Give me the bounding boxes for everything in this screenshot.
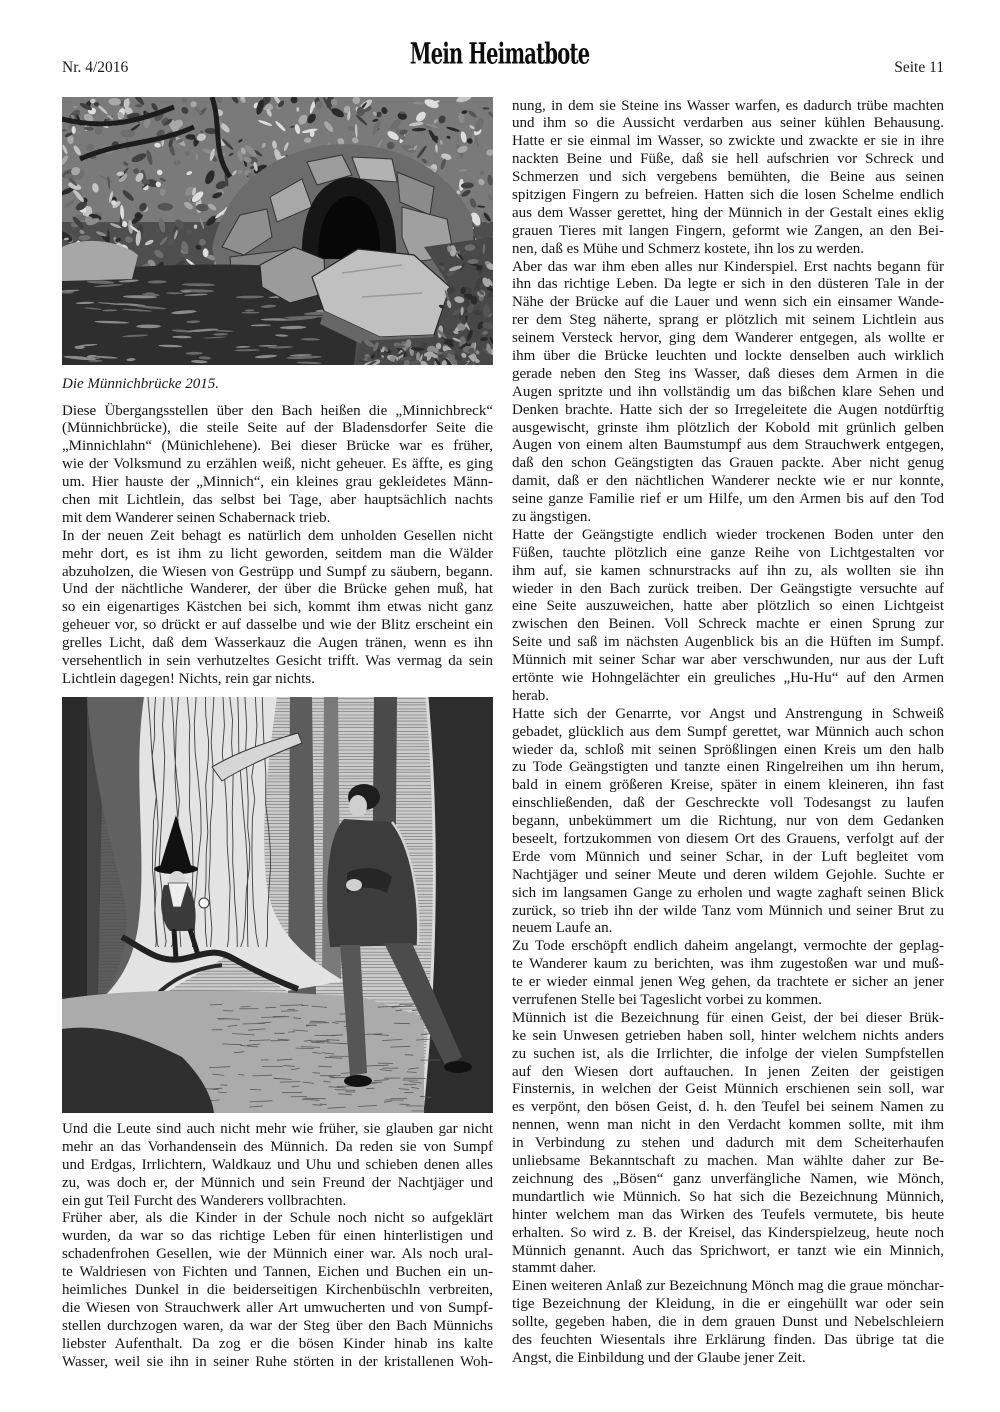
- text-line: zurück, so trieb ihn der wilde Tanz vom Münnich und seiner Brut zu: [512, 902, 944, 919]
- text-line: heimliches Dunkel in die beiderseitigen Kirchenbüschln verbreiten,: [62, 1282, 493, 1299]
- texture-speck: [136, 325, 161, 329]
- issue-number: Nr. 4/2016: [62, 59, 129, 76]
- text-line: Und die Leute sind auch nicht mehr wie früher, sie glauben gar nicht: [62, 1121, 493, 1137]
- text-line: unliebsame Bekanntschaft zu machen. Man wählte daher zur Be-: [512, 1153, 944, 1170]
- text-line: zu suchen ist, als die Irrlichter, die infolge der vielen Sumpfstellen: [512, 1045, 944, 1062]
- text-line: und ihm so die Aussicht verdarben aus seiner kühlen Behausung.: [512, 115, 944, 132]
- text-line: Und der nächtliche Wanderer, der über die Brücke gehen muß, hat: [62, 581, 493, 598]
- text-line: Augen spritzte und ihn vollständig um das bißchen klare Sehen und: [512, 383, 944, 400]
- text-line: Aber das war ihm eben alles nur Kinderspiel. Erst nachts begann für: [512, 258, 944, 275]
- masthead-container: [0, 38, 1000, 72]
- paragraph: [62, 1121, 493, 1210]
- text-line: seinem Versteck hervor, ging dem Wanderer entgegen, als wollte er: [512, 330, 944, 347]
- right-column-text: [512, 98, 944, 1368]
- text-line: mehr dort, es ist ihm zu licht geworden, seitdem man die Wälder: [62, 545, 493, 562]
- left-column-text-lower: [62, 1121, 493, 1371]
- text-line: abzuholzen, die Wiesen von Gestrüpp und Sumpf zu säubern, begann.: [62, 563, 493, 580]
- paragraph: [62, 403, 493, 528]
- text-line: sich im langsamen Gange zu erholen und wagte zaghaft seinen Blick: [512, 884, 944, 901]
- text-line: Lichtlein dagegen! Nichts, rein gar nichts.: [62, 670, 315, 687]
- text-line: beseelt, fortzukommen von diesem Ort des Grauens, verfolgt auf der: [512, 831, 944, 848]
- text-line: gebadet, glücklich aus dem Sumpf gerettet, war Münnich auch schon: [512, 723, 944, 740]
- text-line: nackten Beine und Füße, daß sie hell aufschrien vor Schreck und: [512, 151, 944, 168]
- text-line: ein gut Teil Furcht des Wanderers vollbrachten.: [62, 1192, 347, 1209]
- text-line: erhalten. So wird z. B. der Kreisel, das Kinderspielzeug, heute noch: [512, 1224, 944, 1241]
- texture-speck: [135, 104, 143, 107]
- text-line: stammt daher.: [512, 1260, 597, 1277]
- text-line: auf den Wiesen dort auftauchen. In jenen Zeiten der geistigen: [512, 1063, 944, 1080]
- text-line: Münnich ist die Bezeichnung für einen Geist, der bei dieser Brük-: [512, 1009, 944, 1026]
- text-line: Seite und saß im nächsten Augenblick bis an die Hüften im Sumpf.: [512, 634, 944, 651]
- text-line: die Wiesen von Strauchwerk aller Art umwucherten und von Sumpf-: [62, 1299, 493, 1316]
- text-line: Angst, die Einbildung und der Glaube jener Zeit.: [512, 1349, 806, 1366]
- text-line: eine Seite auszuweichen, hatte aber plötzlich so einen Lichtgeist: [512, 598, 944, 615]
- text-line: ertönte wie Hohngelächter ein greuliches „Hu-Hu“ auf den Armen: [512, 670, 944, 686]
- text-line: spitzigen Fingern zu befreien. Hatten sich die losen Schelme endlich: [512, 186, 944, 203]
- text-line: Denken brachte. Hatte sich der so Irregeleitete die Augen notdürftig: [512, 401, 944, 418]
- text-line: Nachtjäger und seiner Meute und deren wildem Gejohle. Suchte er: [512, 866, 944, 883]
- text-line: schadenfrohen Gesellen, wie der Münnich einer war. Als noch ural-: [62, 1246, 493, 1263]
- photo-caption: Die Münnichbrücke 2015.: [62, 376, 220, 392]
- text-line: gerade neben den Steg ins Wasser, daß dieses dem Armen in die: [512, 365, 944, 382]
- text-line: stellen durchzogen waren, da war der Steg über den Bach Münnichs: [62, 1317, 493, 1334]
- text-line: des feuchten Wiesentals ihre Erklärung finden. Das übrige tat die: [512, 1331, 944, 1348]
- text-line: mundartlich wie Münnich. So hat sich die Bezeichnung Münnich,: [512, 1188, 944, 1205]
- text-line: (Münnichbrücke), die steile Seite auf der Bladensdorfer Seite die: [62, 420, 493, 437]
- text-line: ihn das richtige Leben. Da legte er sich in den düsteren Tale in der: [512, 276, 944, 293]
- paragraph: [512, 938, 944, 1010]
- text-line: zwischen den Beinen. Voll Schreck machte er einen Sprung zur: [512, 616, 944, 633]
- text-line: Münnich mit seiner Schar war aber verschwunden, nur aus der Luft: [512, 652, 944, 669]
- text-line: herab.: [512, 687, 550, 704]
- left-column-text-upper: [62, 403, 493, 689]
- text-line: Einen weiteren Anlaß zur Bezeichnung Mönch mag die graue mönchar-: [512, 1278, 944, 1295]
- text-line: te Wanderer kaum zu berichten, was ihm zugestoßen war und muß-: [512, 956, 944, 973]
- text-line: nen, daß es Mühe und Schmerz kostete, ihn los zu werden.: [512, 240, 864, 257]
- text-line: te er wieder einmal jenen Weg gehen, da trachtete er sicher an jener: [512, 974, 944, 991]
- text-line: grauen Tieres mit langen Fingern, geformt wie Zangen, an den Bei-: [512, 222, 944, 239]
- text-line: ihm auf, sie kamen schnurstracks auf ihn zu, als wollten sie ihn: [512, 562, 944, 579]
- text-line: hinter welchem man das Wirken des Teufels vermutete, bis heute: [512, 1206, 944, 1223]
- texture-speck: [241, 312, 259, 314]
- text-line: sollte, gegeben haben, die in dem grauen Dunst und Nebelschleiern: [512, 1314, 944, 1331]
- text-line: Füßen, tauchte plötzlich eine ganze Reihe von Lichtgestalten vor: [512, 544, 944, 561]
- text-line: einschließenden, daß der Geschreckte voll Todesangst zu laufen: [512, 795, 944, 812]
- text-line: zu Tode Geängstigten und tanzte einen Ringelreihen um ihn herum,: [512, 759, 944, 776]
- text-line: Augen von einem alten Baumstumpf aus dem Strauchwerk entgegen,: [512, 437, 944, 454]
- gnome-lantern-light: [199, 898, 209, 908]
- text-line: Früher aber, als die Kinder in der Schule noch nicht so aufgeklärt: [62, 1210, 493, 1227]
- text-line: nennen, wenn man nicht in den Verdacht kommen sollte, mit ihm: [512, 1117, 944, 1134]
- text-line: seine ganze Familie rief er um Hilfe, um den Armen bis auf den Tod: [512, 491, 944, 508]
- text-line: Hatte der Geängstigte endlich wieder trockenen Boden unter den: [512, 526, 944, 543]
- text-line: Erde vom Münnich und seiner Schar, in der Luft begleitet vom: [512, 848, 944, 865]
- text-line: daß den schon Geängstigten das Grauen packte. Aber nicht genug: [512, 455, 944, 472]
- text-line: Hatte sich der Genarrte, vor Angst und Anstrengung in Schweiß: [512, 705, 944, 722]
- text-line: te Waldriesen von Fichten und Tannen, Eichen und Buchen ein un-: [62, 1264, 493, 1281]
- texture-speck: [483, 304, 490, 318]
- text-line: ausgewischt, grinste ihm plötzlich der Kobold mit grünlich gelben: [512, 419, 944, 436]
- text-line: aus dem Wasser gerettet, hing der Münnich in der Gestalt eines eklig: [512, 204, 944, 221]
- text-line: Schmerzen und sich vergebens bemühten, die Beine aus seinen: [512, 169, 944, 186]
- text-line: bald in einem größeren Kreise, später in einem kleineren, ihn fast: [512, 777, 944, 794]
- text-line: mehr an das Vorhandensein des Münnich. Da reden sie von Sumpf: [62, 1138, 493, 1155]
- text-line: Wasser, weil sie ihn in seiner Ruhe störten in der kristallenen Woh-: [62, 1353, 493, 1370]
- masthead-title: Mein Heimatbote: [410, 37, 590, 72]
- text-line: wieder da, schloß mit seinen Sprößlingen einen Kreis um den halb: [512, 741, 944, 758]
- text-line: begann, unbekümmert um die Richtung, nur von dem Gedanken: [512, 813, 944, 830]
- page-number: Seite 11: [894, 59, 944, 76]
- text-line: versehentlich in sein verhutzeltes Gesicht trifft. Was vermag da sein: [62, 652, 493, 669]
- text-line: liebster Aufenthalt. Da zog er die bösen Kinder hinab ins kalte: [62, 1335, 493, 1352]
- paragraph: [512, 706, 944, 939]
- text-line: es verpönt, den bösen Geist, d. h. den Teufel bei seinem Namen zu: [512, 1099, 944, 1116]
- text-line: verrufenen Stelle bei Tageslicht vorbei zu kommen.: [512, 992, 822, 1009]
- text-line: neuem Laufe an.: [512, 920, 613, 937]
- paragraph: [512, 1010, 944, 1278]
- text-line: zu ängstigen.: [512, 508, 592, 525]
- paragraph: [512, 527, 944, 706]
- text-line: ke sein Unwesen getrieben haben soll, hinter welchem nichts anders: [512, 1027, 944, 1044]
- text-line: um. Hier hauste der „Minnich“, ein kleines grau gekleidetes Männ-: [62, 474, 493, 491]
- text-line: Hatte er sie einmal im Wasser, so zwickte und zwackte er sie in ihre: [512, 133, 944, 150]
- text-line: und Erdgas, Irrlichtern, Waldkauz und Uhu und schieben denen alles: [62, 1156, 493, 1173]
- text-line: rer dem Steg näherte, sprang er plötzlich mit seinem Lichtlein aus: [512, 312, 944, 329]
- illustration-engraving: [62, 697, 493, 1113]
- text-line: chen mit Lichtlein, das selbst bei Tage, aber hauptsächlich nachts: [62, 491, 493, 508]
- text-line: Finsternis, in welchen der Geist Münnich erschienen sein soll, war: [512, 1081, 944, 1098]
- paragraph: [512, 259, 944, 527]
- text-line: grelles Licht, daß dem Wasserkauz die Augen tränen, wenn es ihn: [62, 635, 493, 652]
- text-line: zu, was doch er, der Münnich und sein Freund der Nachtjäger und: [62, 1174, 493, 1191]
- text-line: wieder in den Bach zurück treiben. Der Geängstigte versuchte auf: [512, 580, 944, 597]
- text-line: damit, daß er den nächtlichen Wanderer neckte wie er nur konnte,: [512, 473, 944, 490]
- text-line: Diese Übergangsstellen über den Bach heißen die „Minnichbreck“: [62, 402, 493, 419]
- text-line: in Verbindung zu stehen und dadurch mit dem Scheiterhaufen: [512, 1135, 944, 1152]
- text-line: nung, in dem sie Steine ins Wasser warfen, es dadurch trübe machten: [512, 97, 944, 114]
- text-line: Nähe der Brücke auf die Lauer und wenn sich ein einsamer Wande-: [512, 294, 944, 311]
- paragraph: [512, 1278, 944, 1367]
- text-line: so ein eigenartiges Kästchen bei sich, kommt ihm etwas nicht ganz: [62, 599, 493, 616]
- text-line: In der neuen Zeit behagt es natürlich dem unholden Gesellen nicht: [62, 527, 493, 544]
- paragraph: [512, 98, 944, 259]
- text-line: tige Bezeichnung der Kleidung, in die er eingehüllt war oder sein: [512, 1296, 944, 1313]
- text-line: ihm über die Brücke leuchten und lockte denselben auch wirklich: [512, 347, 944, 364]
- text-line: „Minnichlahn“ (Münichlehene). Bei dieser Brücke war es früher,: [62, 438, 493, 455]
- paragraph: [62, 528, 493, 689]
- photo-muennichbruecke: [62, 97, 493, 365]
- text-line: zeichnung des „Bösen“ ganz unverfängliche Namen, wie Mönch,: [512, 1170, 944, 1187]
- text-line: wurden, da war so das richtige Leben für einen hinterlistigen und: [62, 1228, 493, 1245]
- paragraph: [62, 1210, 493, 1371]
- text-line: geheuer vor, so drückt er auf dasselbe und wie der Blitz erscheint ein: [62, 617, 493, 634]
- text-line: wie der Volksmund zu erzählen weiß, nicht geheuer. Es äffte, es ging: [62, 456, 493, 473]
- text-line: Münnich genannt. Auch das Sprichwort, er tanzt wie ein Minnich,: [512, 1242, 944, 1259]
- text-line: mit dem Wanderer seinen Schabernack trieb.: [62, 509, 331, 526]
- text-line: Zu Tode erschöpft endlich daheim angelangt, vermochte der geplag-: [512, 938, 944, 955]
